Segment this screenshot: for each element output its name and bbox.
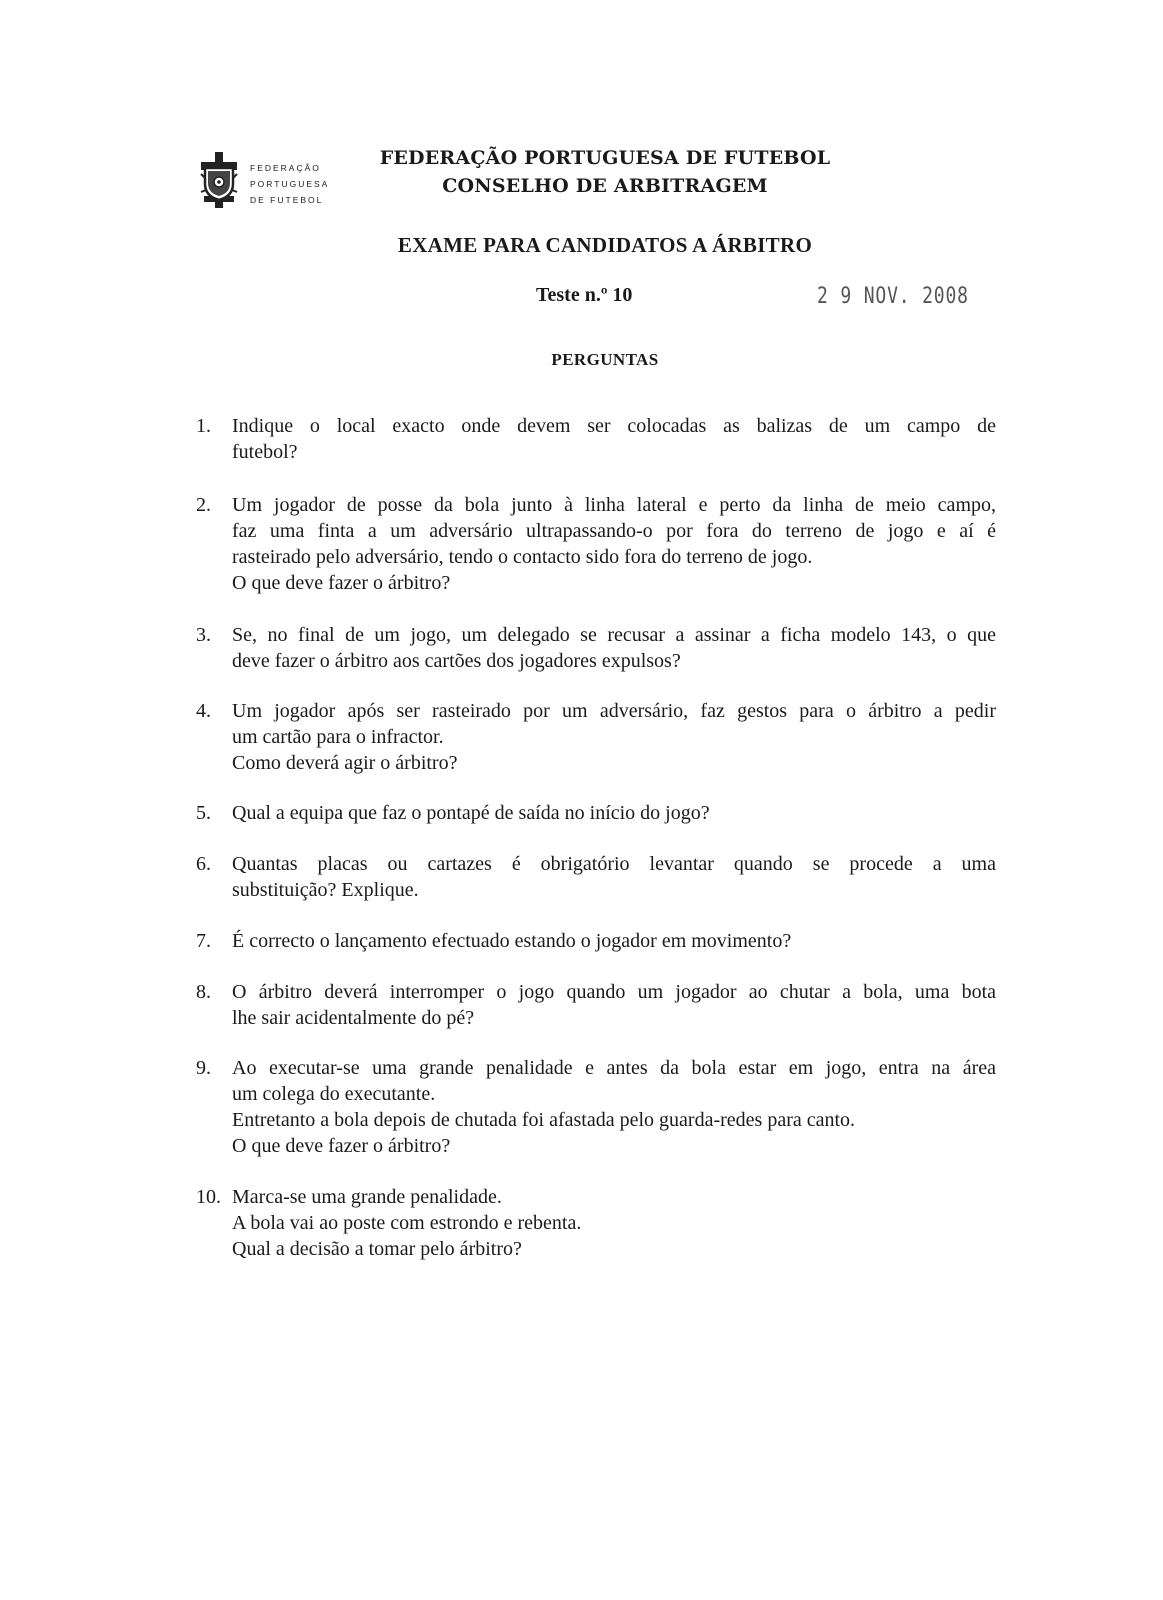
question-line: Como deverá agir o árbitro?: [232, 752, 458, 774]
question-line: A bola vai ao poste com estrondo e rebenta.: [232, 1212, 582, 1234]
exam-title: EXAME PARA CANDIDATOS A ÁRBITRO: [397, 233, 813, 257]
question-line: O árbitro deverá interromper o jogo quando um jogador ao chutar a bola, uma bota: [232, 981, 996, 1003]
question-line: Entretanto a bola depois de chutada foi afastada pelo guarda-redes para canto.: [232, 1109, 856, 1131]
question-number: 8.: [196, 981, 211, 1003]
question-number: 3.: [196, 624, 211, 646]
question-line: Marca-se uma grande penalidade.: [232, 1186, 502, 1208]
question-text: [232, 492, 996, 596]
question-text: [232, 851, 996, 903]
federation-logo: [198, 152, 338, 210]
question-text: [232, 928, 996, 954]
question-item: [196, 979, 996, 1031]
fpf-crest-icon: [198, 152, 240, 208]
question-line: Quantas placas ou cartazes é obrigatório levantar quando se procede a uma: [232, 853, 996, 875]
question-number: 6.: [196, 853, 211, 875]
question-item: [196, 1055, 996, 1159]
question-line: Qual a decisão a tomar pelo árbitro?: [232, 1238, 522, 1260]
question-line: rasteirado pelo adversário, tendo o contacto sido fora do terreno de jogo.: [232, 546, 813, 568]
question-text: [232, 1184, 996, 1262]
question-line: um cartão para o infractor.: [232, 726, 444, 748]
question-line: lhe sair acidentalmente do pé?: [232, 1007, 475, 1029]
question-line: Um jogador de posse da bola junto à linha lateral e perto da linha de meio campo,: [232, 494, 996, 516]
section-heading: PERGUNTAS: [551, 350, 659, 369]
question-item: [196, 928, 996, 954]
question-line: um colega do executante.: [232, 1083, 436, 1105]
question-item: [196, 492, 996, 596]
question-text: [232, 622, 996, 674]
logo-line-1: FEDERAÇÃO: [250, 163, 321, 173]
question-text: [232, 1055, 996, 1159]
question-line: O que deve fazer o árbitro?: [232, 572, 451, 594]
question-number: 1.: [196, 415, 211, 437]
question-number: 5.: [196, 802, 211, 824]
question-item: [196, 698, 996, 776]
question-item: [196, 851, 996, 903]
question-line: deve fazer o árbitro aos cartões dos jogadores expulsos?: [232, 650, 681, 672]
date-stamp: 2 9 NOV. 2008: [817, 284, 969, 309]
question-number: 4.: [196, 700, 211, 722]
question-line: Indique o local exacto onde devem ser colocadas as balizas de um campo de: [232, 415, 996, 437]
question-line: É correcto o lançamento efectuado estando o jogador em movimento?: [232, 930, 792, 952]
question-number: 2.: [196, 494, 211, 516]
question-line: faz uma finta a um adversário ultrapassando-o por fora do terreno de jogo e aí é: [232, 520, 996, 542]
organization-title: FEDERAÇÃO PORTUGUESA DE FUTEBOL: [379, 147, 831, 169]
question-item: [196, 800, 996, 826]
question-line: Ao executar-se uma grande penalidade e antes da bola estar em jogo, entra na área: [232, 1057, 996, 1079]
question-item: [196, 413, 996, 465]
question-number: 7.: [196, 930, 211, 952]
council-title: CONSELHO DE ARBITRAGEM: [442, 175, 768, 197]
logo-line-2: PORTUGUESA: [250, 179, 330, 189]
logo-wordmark: [250, 160, 329, 208]
question-text: [232, 979, 996, 1031]
question-line: Um jogador após ser rasteirado por um adversário, faz gestos para o árbitro a pedir: [232, 700, 996, 722]
question-line: futebol?: [232, 441, 298, 463]
test-number: Teste n.º 10: [536, 284, 633, 306]
logo-line-3: DE FUTEBOL: [250, 195, 324, 205]
question-text: [232, 413, 996, 465]
question-line: O que deve fazer o árbitro?: [232, 1135, 451, 1157]
question-line: Se, no final de um jogo, um delegado se recusar a assinar a ficha modelo 143, o que: [232, 624, 996, 646]
question-number: 9.: [196, 1057, 211, 1079]
question-text: [232, 698, 996, 776]
question-text: [232, 800, 996, 826]
question-item: [196, 1184, 996, 1262]
question-number: 10.: [196, 1186, 221, 1208]
question-item: [196, 622, 996, 674]
question-line: substituição? Explique.: [232, 879, 419, 901]
question-line: Qual a equipa que faz o pontapé de saída no início do jogo?: [232, 802, 710, 824]
